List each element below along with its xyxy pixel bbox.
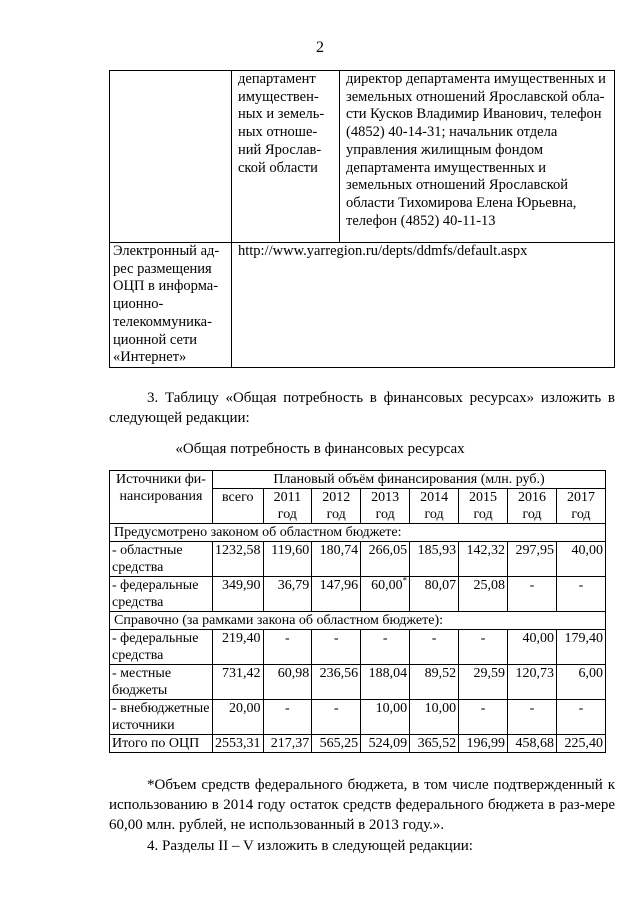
cell-value: 147,96 [312,577,361,612]
cell-value: 524,09 [361,735,410,753]
cell-value: - [361,630,410,665]
cell-value: 458,68 [508,735,557,753]
cell-value: - [263,630,312,665]
table-row [110,630,606,665]
footnote-marker: * [402,575,408,586]
cell-value: 180,74 [312,542,361,577]
cell-value: 20,00 [213,700,264,735]
cell-value: 10,00 [410,700,459,735]
cell-value: - [508,577,557,612]
column-header: 2011 год [263,489,312,524]
column-header: 2017 год [556,489,605,524]
cell-value: 40,00 [556,542,605,577]
cell-value: 731,42 [213,665,264,700]
cell-value: 36,79 [263,577,312,612]
cell-value: - [508,700,557,735]
table-total-row [110,735,606,753]
header-source: Источники фи-нансирования [110,471,213,524]
cell-value: 10,00 [361,700,410,735]
paragraph-3: 3. Таблицу «Общая потребность в финансовых ресурсах» изложить в следующей редакции: [109,390,615,426]
table-row [110,700,606,735]
column-header: всего [213,489,264,524]
cell-value: 80,07 [410,577,459,612]
cell-value: 185,93 [410,542,459,577]
section-row [110,612,606,630]
table-row [110,542,606,577]
row-label: Итого по ОЦП [110,735,213,753]
cell-value: 196,99 [459,735,508,753]
cell-value: 119,60 [263,542,312,577]
section-row [110,524,606,542]
table-row [110,577,606,612]
cell-value: 225,40 [556,735,605,753]
cell-value: 188,04 [361,665,410,700]
cell-value: 60,98 [263,665,312,700]
cell-value: 60,00 [371,578,403,593]
table-row [110,71,615,243]
footnote: *Объем средств федерального бюджета, в том числе подтвержденный к использованию в 2014 году остаток средств федерального бюджета в раз-мере 60,00 млн. рублей, не использованный в 2013 году.». [109,777,615,833]
contacts-table [109,70,615,368]
column-header: 2014 год [410,489,459,524]
row-label: - внебюджетные источники [110,700,213,735]
finance-table [109,470,606,753]
table-cell-label: Электронный ад-рес размещения ОЦП в информа-ционно-телекоммуника-ционной сети «Интернет» [110,243,232,368]
column-header: 2012 год [312,489,361,524]
cell-value: - [312,700,361,735]
cell-value: 219,40 [213,630,264,665]
page-number: 2 [316,39,324,56]
row-label: - федеральные средства [110,630,213,665]
cell-value: 365,52 [410,735,459,753]
cell-value: - [312,630,361,665]
cell-value: 2553,31 [213,735,264,753]
cell-value: 120,73 [508,665,557,700]
table-caption: «Общая потребность в финансовых ресурсах [175,441,465,457]
cell-value: - [263,700,312,735]
cell-value: 266,05 [361,542,410,577]
table-header-row [110,471,606,489]
cell-value: 179,40 [556,630,605,665]
section-title: Справочно (за рамками закона об областном бюджете): [110,612,606,630]
table-cell-contacts: директор департамента имущественных и земельных отношений Ярославской обла-сти Кусков Владимир Иванович, телефон (4852) 40-14-31; начальник отдела управления жилищным фондом департамента имущественных и земельных отношений Ярославской области Тихомирова Елена Юрьевна, телефон (4852) 40-11-13 [340,71,615,243]
section-title: Предусмотрено законом об областном бюджете: [110,524,606,542]
cell-value: 349,90 [213,577,264,612]
column-header: 2015 год [459,489,508,524]
cell-value: 217,37 [263,735,312,753]
row-label: - областные средства [110,542,213,577]
cell-value: 25,08 [459,577,508,612]
cell-value: 236,56 [312,665,361,700]
table-row [110,665,606,700]
website-link[interactable]: http://www.yarregion.ru/depts/ddmfs/default.aspx [232,243,615,368]
table-row [110,243,615,368]
header-plan: Плановый объём финансирования (млн. руб.) [213,471,606,489]
cell-value: 29,59 [459,665,508,700]
cell-value: - [410,630,459,665]
column-header: 2013 год [361,489,410,524]
table-cell-label [110,71,232,243]
cell-value: 1232,58 [213,542,264,577]
cell-value: 565,25 [312,735,361,753]
cell-value: - [556,577,605,612]
cell-value: 89,52 [410,665,459,700]
cell-value: 297,95 [508,542,557,577]
cell-value-footnoted [361,577,410,612]
table-cell-department: департамент имуществен-ных и земель-ных отноше-ний Ярослав-ской области [232,71,340,243]
row-label: - федеральные средства [110,577,213,612]
paragraph-4: 4. Разделы II – V изложить в следующей редакции: [147,838,473,854]
column-header: 2016 год [508,489,557,524]
cell-value: 6,00 [556,665,605,700]
cell-value: - [459,700,508,735]
cell-value: - [556,700,605,735]
cell-value: - [459,630,508,665]
row-label: - местные бюджеты [110,665,213,700]
cell-value: 142,32 [459,542,508,577]
cell-value: 40,00 [508,630,557,665]
